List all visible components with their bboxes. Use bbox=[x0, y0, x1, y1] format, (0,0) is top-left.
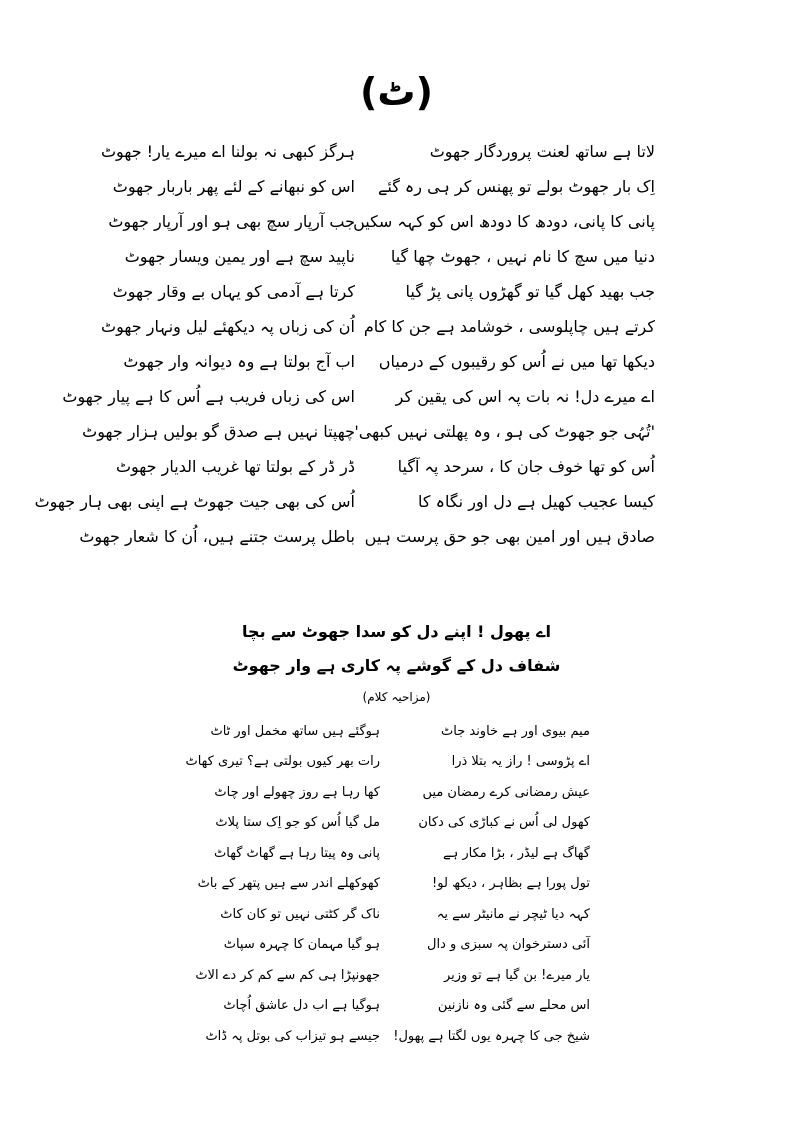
misra-first: صادق ہیں اور امین بھی جو حق پرست ہیں bbox=[364, 527, 655, 546]
couplet bbox=[190, 899, 590, 930]
misra-second: چھپتا نہیں ہے صدق گو بولیں ہزار جھوٹ bbox=[82, 422, 355, 441]
misra-first: میم بیوی اور ہے خاوند جاٹ bbox=[441, 723, 590, 739]
couplet bbox=[190, 777, 590, 808]
misra-second: ناک گر کٹتی نہیں تو کان کاٹ bbox=[220, 906, 380, 922]
couplet bbox=[95, 239, 655, 274]
couplet bbox=[95, 134, 655, 169]
misra-first: کرتے ہیں چاپلوسی ، خوشامد ہے جن کا کام bbox=[363, 317, 655, 336]
couplet bbox=[190, 869, 590, 900]
couplet bbox=[190, 1021, 590, 1052]
misra-second: باطل پرست جتنے ہیں، اُن کا شعار جھوٹ bbox=[79, 527, 355, 546]
misra-second: جیسے ہو تیزاب کی بوتل پہ ڈاٹ bbox=[205, 1028, 380, 1044]
misra-second: رات بھر کیوں بولتی ہے؟ تیری کھاٹ bbox=[185, 754, 380, 770]
misra-first: کہہ دیا ٹیچر نے مانیٹر سے یہ bbox=[436, 906, 590, 922]
couplet bbox=[79, 519, 655, 554]
ghazal-section bbox=[34, 134, 655, 554]
couplet bbox=[95, 274, 655, 309]
misra-first: دنیا میں سچ کا نام نہیں ، جھوٹ چھا گیا bbox=[390, 247, 655, 266]
misra-first: آئی دسترخوان پہ سبزی و دال bbox=[427, 937, 590, 953]
couplet bbox=[82, 414, 655, 449]
closing-verse-line-2: شفاف دل کے گوشے پہ کاری ہے وار جھوٹ bbox=[232, 656, 561, 675]
misra-second: اُس کی بھی جیت جھوٹ ہے اپنی بھی ہار جھوٹ bbox=[34, 492, 355, 511]
couplet bbox=[190, 960, 590, 991]
misra-first: کھول لی اُس نے کباڑی کی دکان bbox=[418, 815, 590, 831]
couplet bbox=[95, 169, 655, 204]
couplet bbox=[95, 449, 655, 484]
misra-second: اس کی زباں فریب ہے اُس کا ہے پیار جھوٹ bbox=[62, 387, 355, 406]
misra-first: جب بھید کھل گیا تو گھڑوں پانی پڑ گیا bbox=[405, 282, 655, 301]
misra-second: ہرگز کبھی نہ بولنا اے میرے یار! جھوٹ bbox=[100, 142, 355, 161]
couplet bbox=[190, 808, 590, 839]
misra-first: اے میرے دل! نہ بات پہ اس کی یقین کر bbox=[395, 387, 655, 406]
couplet bbox=[62, 379, 655, 414]
misra-second: ہوگیا ہے اب دل عاشق اُچاٹ bbox=[223, 998, 380, 1014]
misra-second: ہو گیا مہمان کا چہرہ سپاٹ bbox=[223, 937, 380, 953]
misra-second: ناپید سچ ہے اور یمین ویسار جھوٹ bbox=[124, 247, 355, 266]
couplet bbox=[34, 484, 655, 519]
misra-second: کھا رہا ہے روز چھولے اور چاٹ bbox=[214, 784, 380, 800]
couplet bbox=[190, 991, 590, 1022]
misra-first: تول پورا ہے بظاہر ، دیکھ لو! bbox=[432, 876, 590, 892]
misra-second: جھونپڑا ہی کم سے کم کر دے الاٹ bbox=[195, 967, 380, 983]
misra-first: دیکھا تھا میں نے اُس کو رقیبوں کے درمیاں bbox=[378, 352, 655, 371]
misra-first: اے پڑوسی ! راز یہ بتلا ذرا bbox=[451, 754, 590, 770]
misra-first: اس محلے سے گئی وہ نازنین bbox=[437, 998, 590, 1014]
misra-second: اُن کی زباں پہ دیکھئے لیل ونہار جھوٹ bbox=[101, 317, 355, 336]
misra-second: پانی وہ پیتا رہا ہے گھاٹ گھاٹ bbox=[214, 845, 380, 861]
couplet bbox=[95, 344, 655, 379]
misra-second: کرتا ہے آدمی کو یہاں بے وقار جھوٹ bbox=[112, 282, 355, 301]
couplet bbox=[190, 838, 590, 869]
misra-first: اُس کو تھا خوف جان کا ، سرحد پہ آگیا bbox=[397, 457, 655, 476]
couplet bbox=[190, 930, 590, 961]
misra-first: 'تُہُی جو جھوٹ کی ہو ، وہ پھلتی نہیں کبھی' bbox=[354, 422, 655, 441]
closing-verse-line-1: اے پھول ! اپنے دل کو سدا جھوٹ سے بچا bbox=[242, 622, 551, 641]
misra-first: یار میرے! بن گیا ہے تو وزیر bbox=[443, 967, 590, 983]
humorous-poem-section bbox=[185, 716, 590, 1052]
misra-first: شیخ جی کا چہرہ یوں لگتا ہے پھول! bbox=[393, 1028, 590, 1044]
couplet bbox=[190, 716, 590, 747]
misra-first: پانی کا پانی، دودھ کا دودھ اس کو کہہ سکیں bbox=[353, 212, 655, 231]
misra-second: ہوگئے ہیں ساتھ مخمل اور ٹاٹ bbox=[210, 723, 380, 739]
couplet bbox=[185, 747, 590, 778]
misra-second: مل گیا اُس کو جو اِک ستا پلاٹ bbox=[215, 815, 380, 831]
misra-first: عیش رمضانی کرے رمضان میں bbox=[422, 784, 590, 800]
misra-first: لاتا ہے ساتھ لعنت پروردگار جھوٹ bbox=[429, 142, 655, 161]
couplet bbox=[95, 309, 655, 344]
section-subtitle: (مزاحیہ کلام) bbox=[362, 690, 431, 704]
couplet bbox=[95, 204, 655, 239]
misra-second: کھوکھلے اندر سے ہیں پتھر کے باٹ bbox=[197, 876, 380, 892]
page-title: (ٹ) bbox=[360, 70, 433, 114]
misra-first: گھاگ ہے لیڈر ، بڑا مکار ہے bbox=[442, 845, 590, 861]
misra-second: اب آج بولتا ہے وہ دیوانہ وار جھوٹ bbox=[123, 352, 355, 371]
misra-second: اس کو نبھانے کے لئے پھر باربار جھوٹ bbox=[112, 177, 355, 196]
misra-first: اِک بار جھوٹ بولے تو پھنس کر ہی رہ گئے bbox=[377, 177, 655, 196]
misra-second: جب آرپار سچ بھی ہو اور آرپار جھوٹ bbox=[108, 212, 355, 231]
misra-second: ڈر ڈر کے بولتا تھا غریب الدیار جھوٹ bbox=[115, 457, 355, 476]
misra-first: کیسا عجیب کھیل ہے دل اور نگاہ کا bbox=[418, 492, 655, 511]
